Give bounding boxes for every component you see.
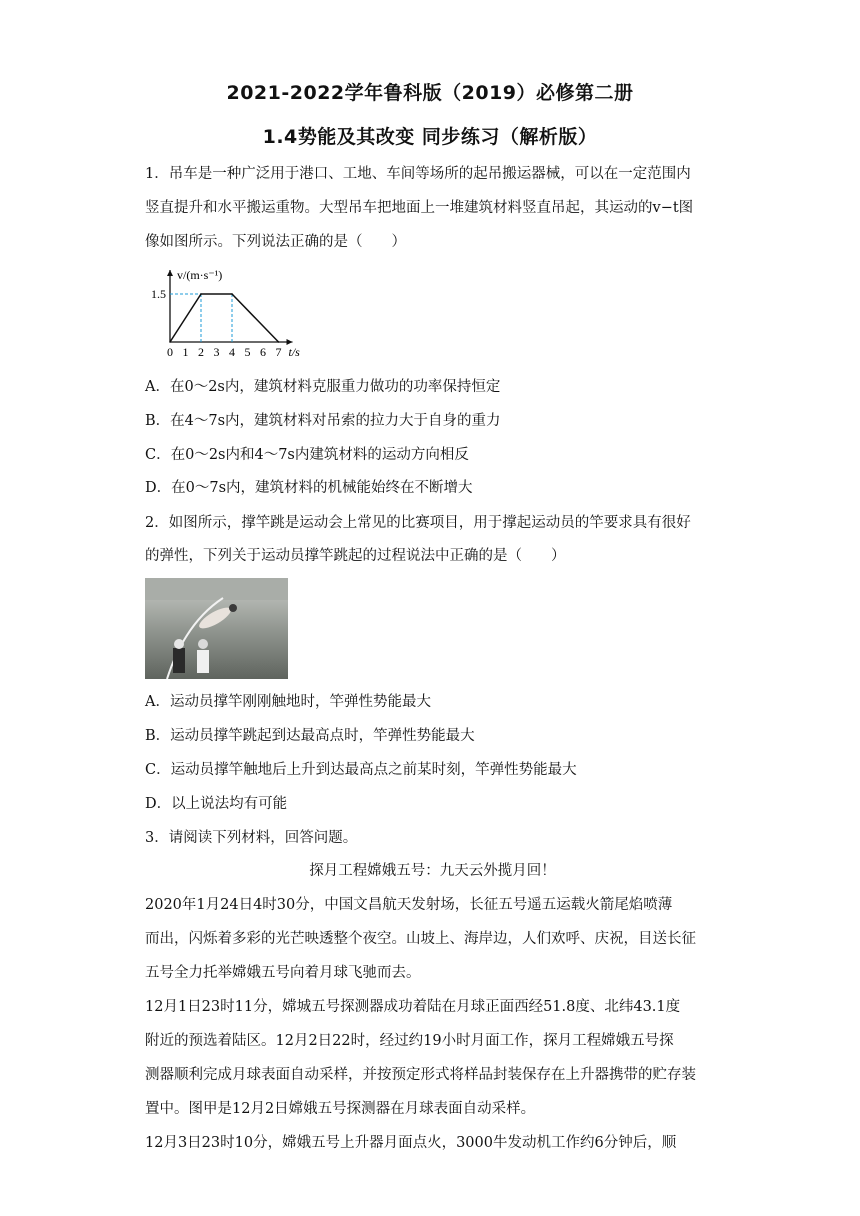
page-title: 2021-2022学年鲁科版（2019）必修第二册 — [226, 82, 634, 104]
y-tick-label: 1.5 — [151, 287, 166, 301]
q1-option-a: A．在0～2s内，建筑材料克服重力做功的功率保持恒定 — [145, 379, 501, 395]
q1-option-b: B．在4～7s内，建筑材料对吊索的拉力大于自身的重力 — [145, 413, 501, 429]
x-tick-label: 7 — [275, 345, 282, 359]
q3-paragraph-line-2: 而出，闪烁着多彩的光芒映透整个夜空。山坡上、海岸边，人们欢呼、庆祝，目送长征 — [145, 931, 696, 947]
x-tick-label: 2 — [198, 345, 204, 359]
q2-option-b: B．运动员撑竿跳起到达最高点时，竿弹性势能最大 — [145, 728, 475, 744]
y-axis-arrow — [167, 270, 173, 276]
x-tick-label: 6 — [260, 345, 266, 359]
data-point — [231, 293, 233, 295]
q3-subtitle: 探月工程嫦娥五号：九天云外揽月回！ — [309, 863, 556, 879]
q1-line-2: 竖直提升和水平搬运重物。大型吊车把地面上一堆建筑材料竖直吊起，其运动的v−t图 — [145, 200, 694, 216]
q3-paragraph-line-7: 置中。图甲是12月2日嫦娥五号探测器在月球表面自动采样。 — [145, 1101, 536, 1117]
q3-paragraph-line-4: 12月1日23时11分，嫦城五号探测器成功着陆在月球正面西经51.8度、北纬43.1度 — [145, 999, 681, 1015]
q3-intro: 3．请阅读下列材料，回答问题。 — [145, 830, 358, 846]
series-line — [170, 294, 279, 342]
x-tick-label: 5 — [244, 345, 251, 359]
q1-line-3: 像如图所示。下列说法正确的是（ ） — [145, 234, 406, 250]
data-point — [278, 341, 280, 343]
x-tick-label: 3 — [213, 345, 220, 359]
q1-option-c: C．在0～2s内和4～7s内建筑材料的运动方向相反 — [145, 447, 469, 463]
q2-option-c: C．运动员撑竿触地后上升到达最高点之前某时刻，竿弹性势能最大 — [145, 762, 577, 778]
q1-option-d: D．在0～7s内，建筑材料的机械能始终在不断增大 — [145, 480, 473, 496]
y-axis-label: v/(m·s⁻¹) — [177, 268, 223, 282]
x-tick-label: 0 — [167, 345, 173, 359]
x-tick-label: 1 — [182, 345, 189, 359]
data-point — [169, 341, 171, 343]
q2-option-d: D．以上说法均有可能 — [145, 796, 288, 812]
q1-line-1: 1．吊车是一种广泛用于港口、工地、车间等场所的起吊搬运器械，可以在一定范围内 — [145, 166, 691, 182]
page-subtitle: 1.4势能及其改变 同步练习（解析版） — [262, 126, 598, 148]
q3-paragraph-line-1: 2020年1月24日4时30分，中国文昌航天发射场，长征五号遥五运载火箭尾焰喷薄 — [145, 897, 673, 913]
x-axis-label: t/s — [288, 345, 300, 359]
x-tick-label: 4 — [229, 345, 235, 359]
q2-option-a: A．运动员撑竿刚刚触地时，竿弹性势能最大 — [145, 694, 431, 710]
q3-paragraph-line-6: 测器顺利完成月球表面自动采样，并按预定形式将样品封装保存在上升器携带的贮存装 — [145, 1067, 696, 1083]
chart-layer — [151, 268, 300, 359]
q2-line-2: 的弹性，下列关于运动员撑竿跳起的过程说法中正确的是（ ） — [145, 548, 566, 564]
q2-line-1: 2．如图所示，撑竿跳是运动会上常见的比赛项目，用于撑起运动员的竿要求具有很好 — [145, 515, 691, 531]
pole-vault-photo — [145, 578, 288, 679]
q3-paragraph-line-5: 附近的预选着陆区。12月2日22时，经过约19小时月面工作，探月工程嫦娥五号探 — [145, 1033, 674, 1049]
data-point — [200, 293, 202, 295]
vt-chart — [145, 262, 315, 362]
q3-paragraph-line-8: 12月3日23时10分，嫦娥五号上升器月面点火，3000牛发动机工作约6分钟后，顺 — [145, 1135, 677, 1151]
q3-paragraph-line-3: 五号全力托举嫦娥五号向着月球飞驰而去。 — [145, 965, 421, 981]
